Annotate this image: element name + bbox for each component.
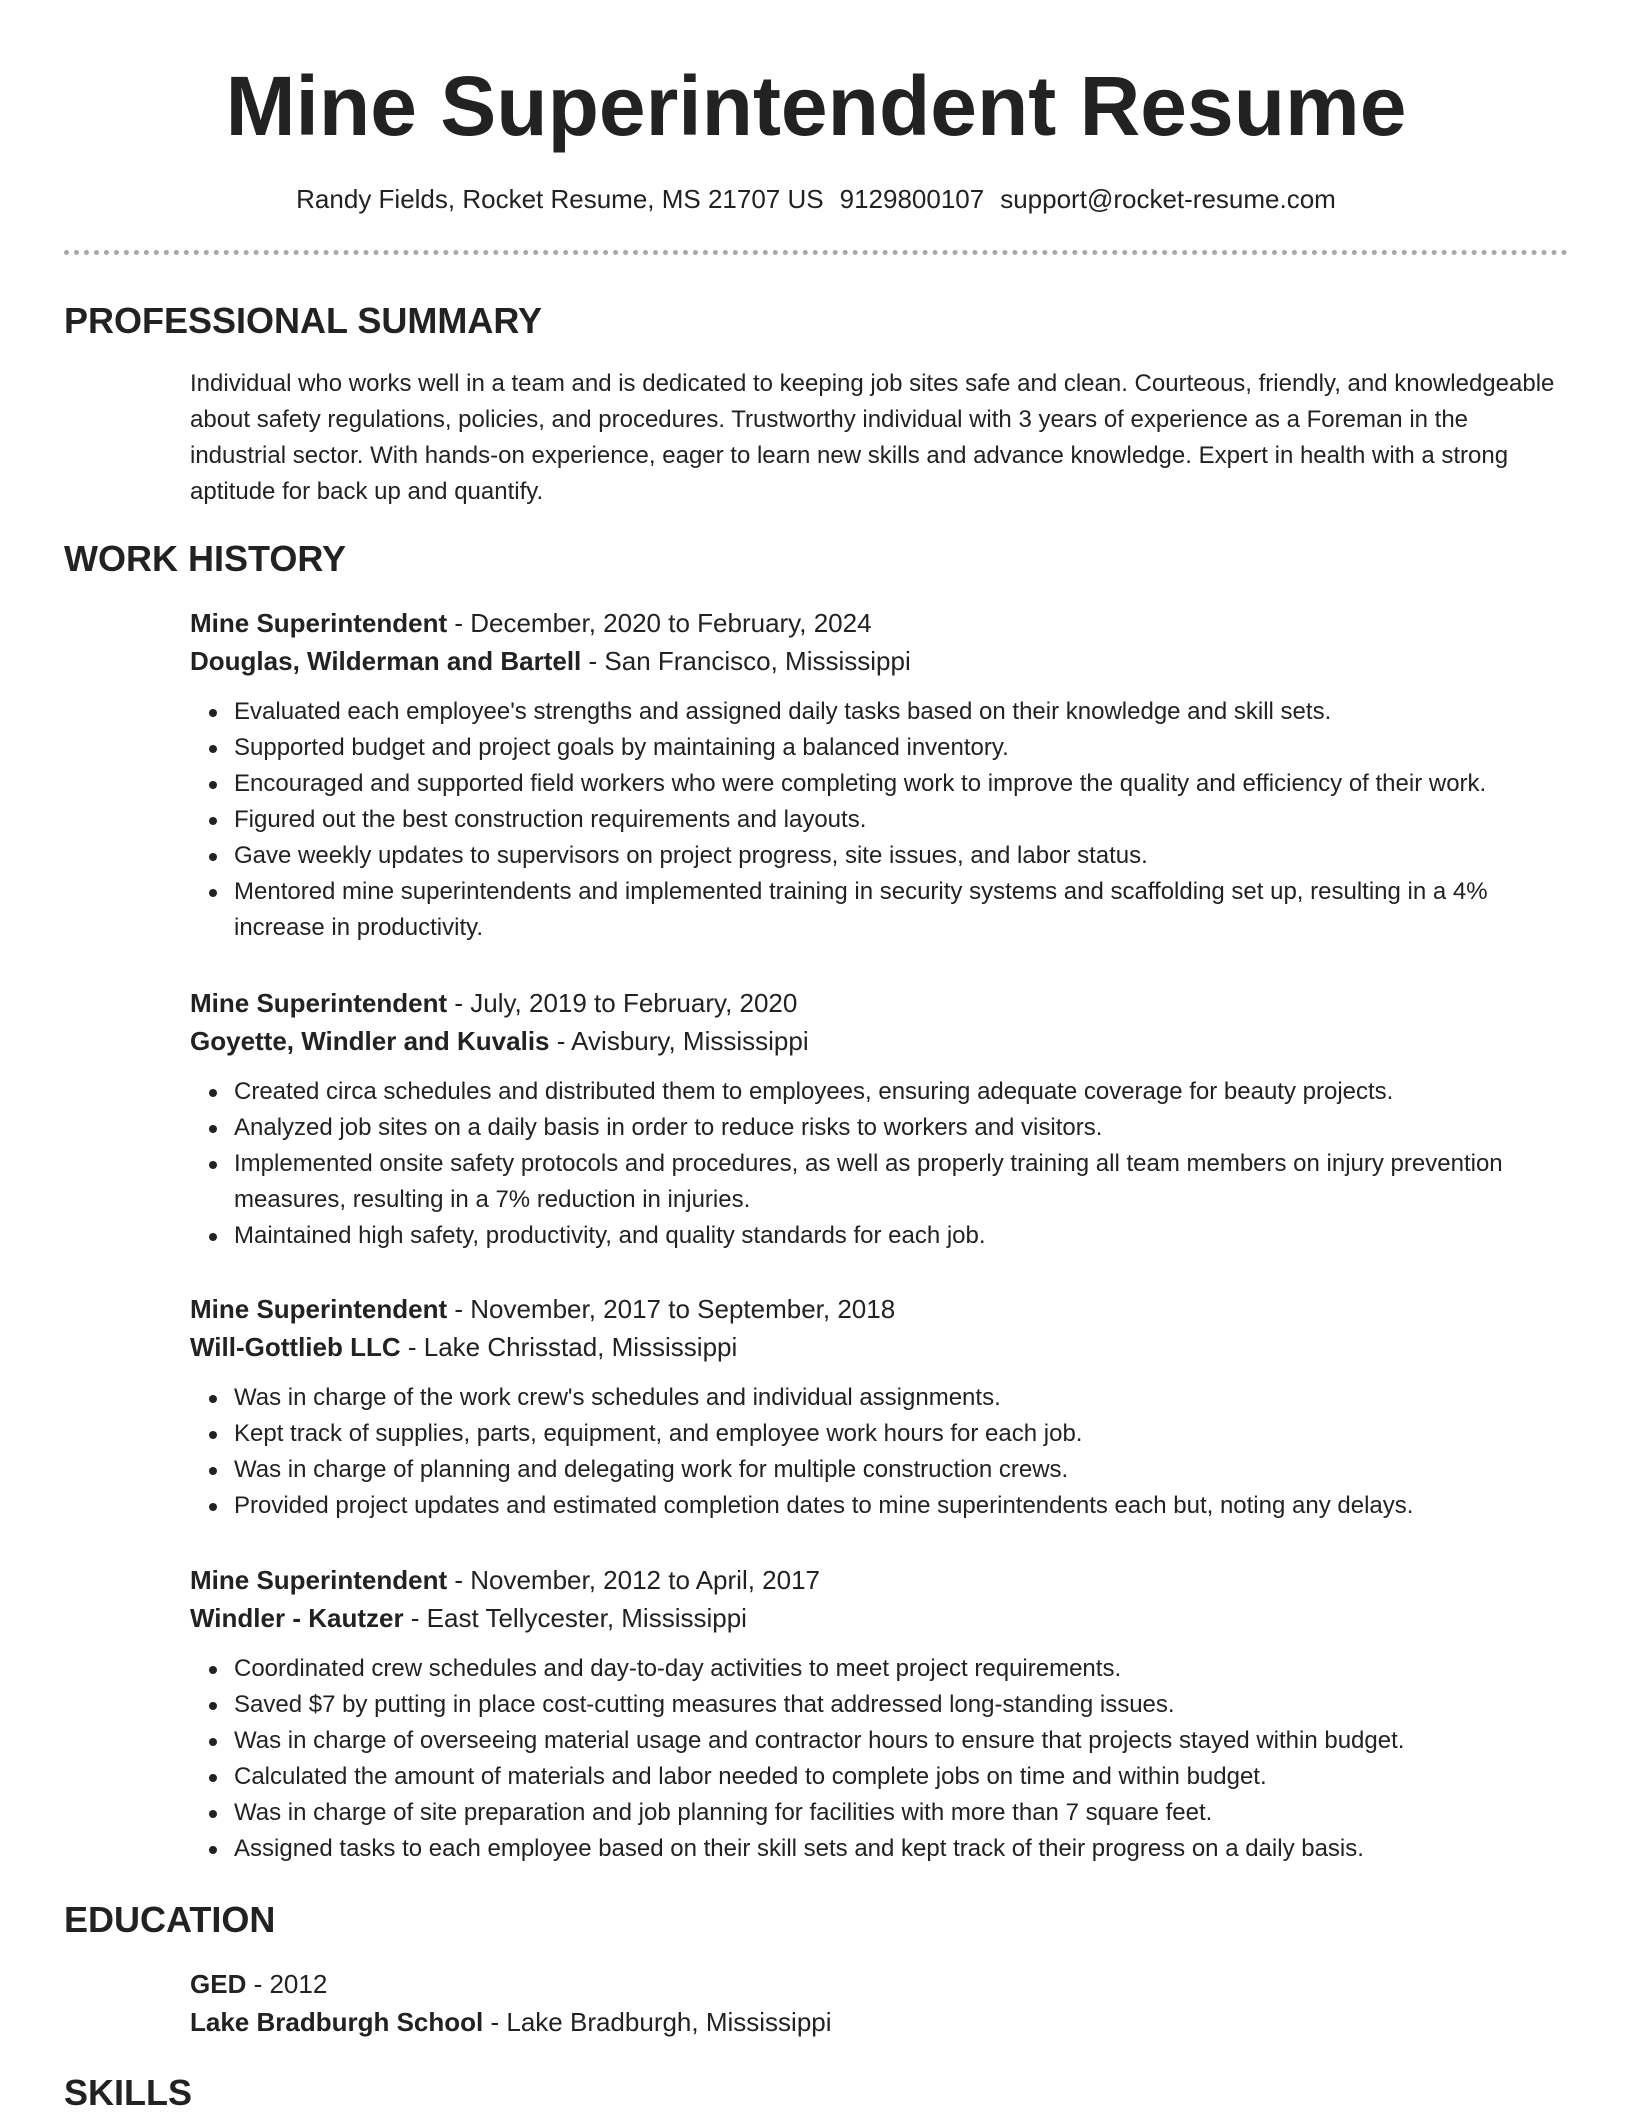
job-location: - Lake Chrisstad, Mississippi (400, 1332, 738, 1362)
job-entry (190, 984, 1570, 1254)
education-year: - 2012 (246, 1969, 328, 1999)
contact-line (0, 181, 1632, 217)
job-title: Mine Superintendent (190, 608, 448, 638)
job-company-line (190, 1599, 1570, 1637)
job-entry (190, 1290, 1570, 1524)
education-degree: GED (190, 1969, 247, 1999)
job-dates: - November, 2012 to April, 2017 (447, 1565, 821, 1595)
contact-phone: 9129800107 (839, 184, 985, 214)
job-bullets (190, 694, 1570, 946)
job-bullets (190, 1380, 1570, 1524)
bullet-item: Provided project updates and estimated completion dates to mine superintendents each but, noting any delays. (234, 1488, 1570, 1524)
job-bullets (190, 1074, 1570, 1254)
bullet-item: Was in charge of planning and delegating work for multiple construction crews. (234, 1452, 1570, 1488)
job-dates: - November, 2017 to September, 2018 (447, 1294, 896, 1324)
job-dates: - December, 2020 to February, 2024 (447, 608, 872, 638)
job-entry (190, 1561, 1570, 1867)
job-title-line (190, 1290, 1570, 1328)
bullet-item: Created circa schedules and distributed them to employees, ensuring adequate coverage for beauty projects. (234, 1074, 1570, 1110)
job-title-line (190, 984, 1570, 1022)
education-school: Lake Bradburgh School (190, 2007, 484, 2037)
job-entry (190, 604, 1570, 946)
bullet-item: Maintained high safety, productivity, and quality standards for each job. (234, 1218, 1570, 1254)
job-title: Mine Superintendent (190, 1294, 448, 1324)
summary-heading: PROFESSIONAL SUMMARY (64, 300, 543, 341)
job-title-line (190, 1561, 1570, 1599)
contact-address: Randy Fields, Rocket Resume, MS 21707 US (296, 184, 824, 214)
education-heading: EDUCATION (64, 1899, 276, 1940)
job-company-line (190, 1022, 1570, 1060)
header-divider (64, 250, 1568, 255)
bullet-item: Was in charge of overseeing material usage and contractor hours to ensure that projects stayed within budget. (234, 1723, 1570, 1759)
bullet-item: Evaluated each employee's strengths and assigned daily tasks based on their knowledge and skill sets. (234, 694, 1570, 730)
bullet-item: Figured out the best construction requirements and layouts. (234, 802, 1570, 838)
job-location: - East Tellycester, Mississippi (403, 1603, 747, 1633)
bullet-item: Implemented onsite safety protocols and procedures, as well as properly training all team members on injury prevention measures, resulting in a 7% reduction in injuries. (234, 1146, 1570, 1218)
job-location: - San Francisco, Mississippi (581, 646, 911, 676)
job-company: Will-Gottlieb LLC (190, 1332, 401, 1362)
summary-text: Individual who works well in a team and is dedicated to keeping job sites safe and clean. Courteous, friendly, and knowledgeable about safety regulations, policies, and procedures. Trustworthy individual with 3 years of experience as a Foreman in the industrial sector. With hands-on experience, eager to learn new skills and advance knowledge. Expert in health with a strong aptitude for back up and quantify. (190, 370, 1555, 505)
education-school-line (190, 2003, 1570, 2041)
contact-email[interactable]: support@rocket-resume.com (1000, 184, 1336, 214)
job-title: Mine Superintendent (190, 988, 448, 1018)
bullet-item: Kept track of supplies, parts, equipment, and employee work hours for each job. (234, 1416, 1570, 1452)
education-degree-line (190, 1965, 1570, 2003)
job-company-line (190, 1328, 1570, 1366)
job-company-line (190, 642, 1570, 680)
bullet-item: Mentored mine superintendents and implemented training in security systems and scaffolding set up, resulting in a 4% increase in productivity. (234, 874, 1570, 946)
bullet-item: Coordinated crew schedules and day-to-day activities to meet project requirements. (234, 1651, 1570, 1687)
job-company: Goyette, Windler and Kuvalis (190, 1026, 550, 1056)
bullet-item: Gave weekly updates to supervisors on project progress, site issues, and labor status. (234, 838, 1570, 874)
bullet-item: Encouraged and supported field workers who were completing work to improve the quality and efficiency of their work. (234, 766, 1570, 802)
bullet-item: Calculated the amount of materials and labor needed to complete jobs on time and within budget. (234, 1759, 1570, 1795)
bullet-item: Saved $7 by putting in place cost-cutting measures that addressed long-standing issues. (234, 1687, 1570, 1723)
job-title-line (190, 604, 1570, 642)
work-history-heading: WORK HISTORY (64, 538, 347, 579)
job-bullets (190, 1651, 1570, 1867)
job-company: Windler - Kautzer (190, 1603, 404, 1633)
job-company: Douglas, Wilderman and Bartell (190, 646, 582, 676)
bullet-item: Was in charge of the work crew's schedules and individual assignments. (234, 1380, 1570, 1416)
bullet-item: Analyzed job sites on a daily basis in order to reduce risks to workers and visitors. (234, 1110, 1570, 1146)
job-title: Mine Superintendent (190, 1565, 448, 1595)
education-entry (190, 1965, 1570, 2041)
job-location: - Avisbury, Mississippi (549, 1026, 809, 1056)
resume-title: Mine Superintendent Resume (225, 59, 1407, 153)
education-location: - Lake Bradburgh, Mississippi (483, 2007, 832, 2037)
bullet-item: Supported budget and project goals by maintaining a balanced inventory. (234, 730, 1570, 766)
skills-heading: SKILLS (64, 2072, 193, 2113)
bullet-item: Was in charge of site preparation and job planning for facilities with more than 7 square feet. (234, 1795, 1570, 1831)
job-dates: - July, 2019 to February, 2020 (447, 988, 798, 1018)
bullet-item: Assigned tasks to each employee based on their skill sets and kept track of their progress on a daily basis. (234, 1831, 1570, 1867)
